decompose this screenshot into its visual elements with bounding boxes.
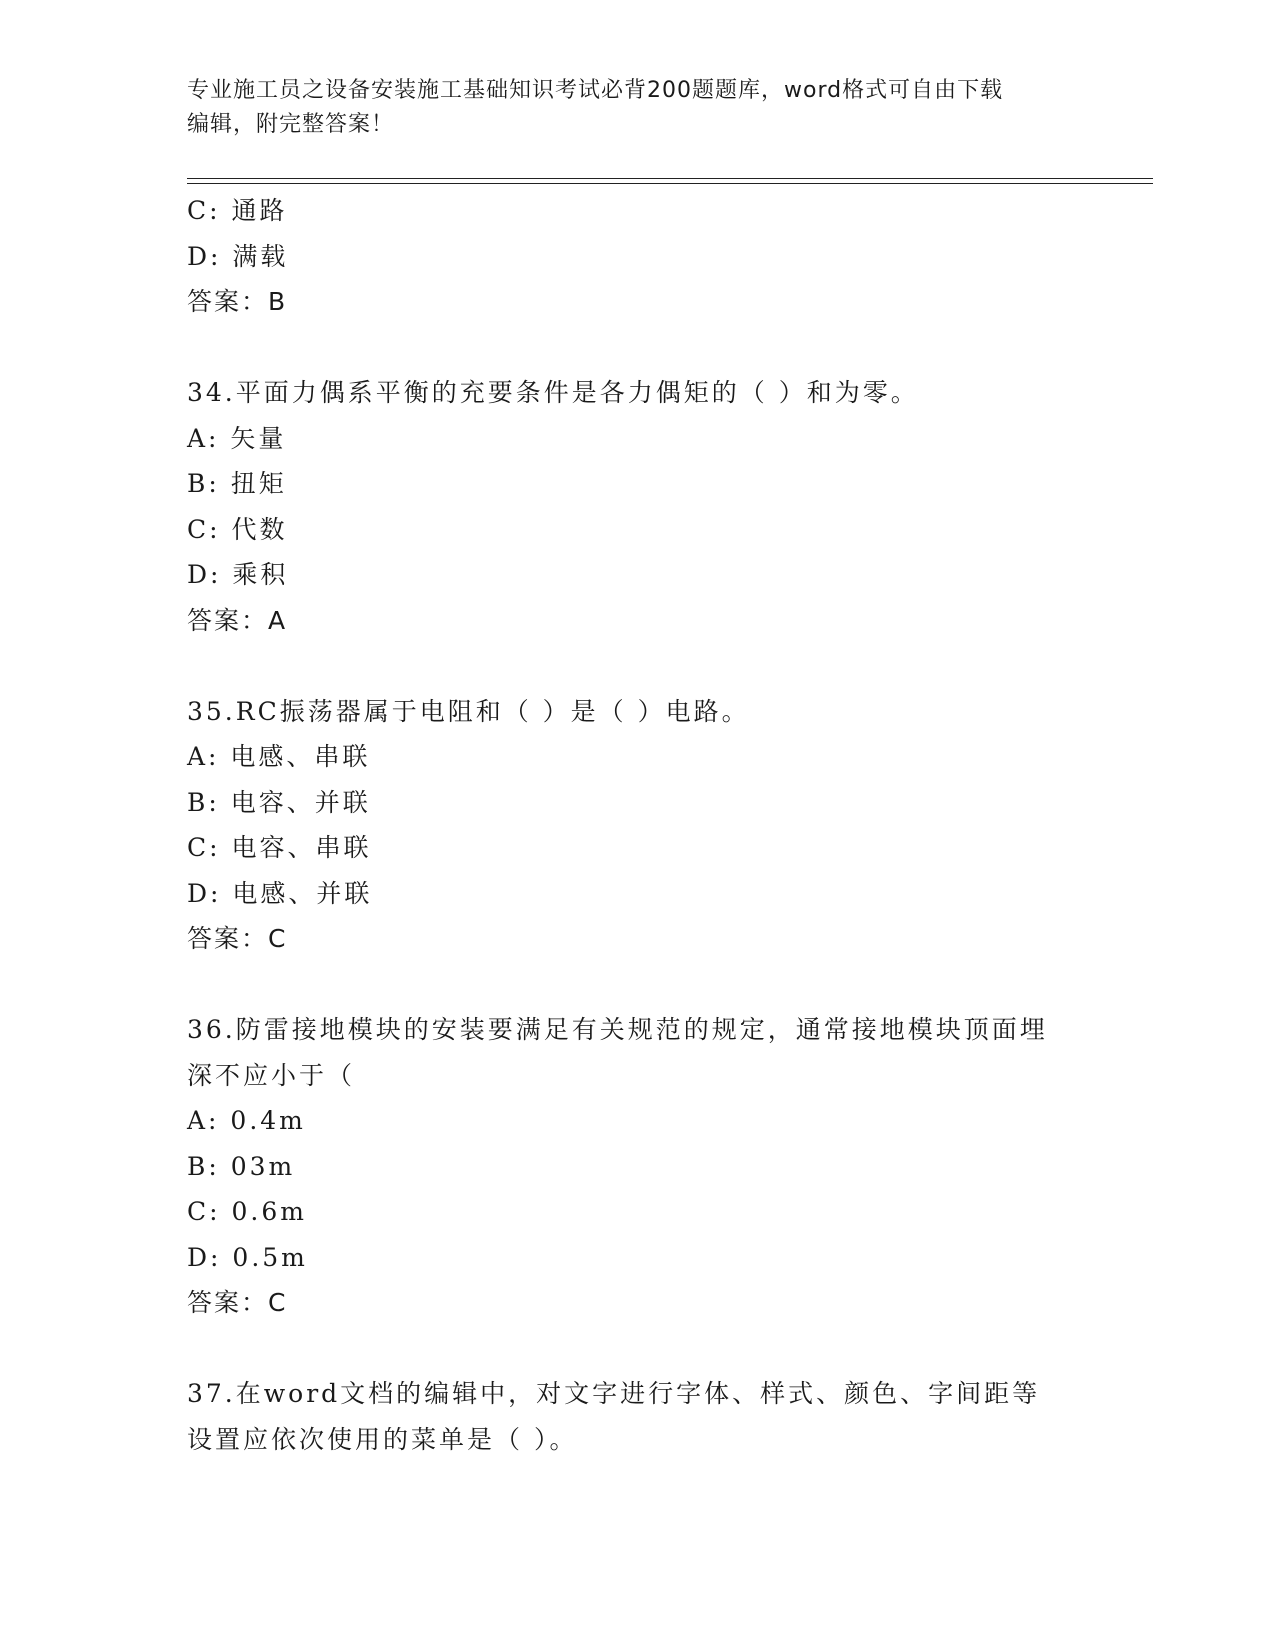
option-a: A: 矢量: [187, 423, 287, 453]
question-36: [187, 1007, 1087, 1326]
option-d: D: 电感、并联: [187, 878, 373, 908]
spacer: [187, 325, 1087, 371]
question-stem-line-2: 设置应依次使用的菜单是（ ）。: [187, 1424, 578, 1454]
header-divider: [187, 178, 1153, 184]
option-c: C: 代数: [187, 514, 288, 544]
question-stem: 35.RC振荡器属于电阻和（ ）是（ ）电路。: [187, 696, 750, 726]
option-a: A: 0.4m: [187, 1106, 306, 1135]
document-body: [187, 188, 1087, 1462]
option-b: B: 电容、并联: [187, 787, 371, 817]
option-c: C: 通路: [187, 196, 288, 225]
spacer: [187, 962, 1087, 1008]
option-a: A: 电感、串联: [187, 742, 371, 771]
question-stem-line-1: 37.在word文档的编辑中，对文字进行字体、样式、颜色、字间距等: [187, 1379, 1041, 1408]
document-header: [187, 74, 1067, 142]
spacer: [187, 1326, 1087, 1372]
option-d: D: 乘积: [187, 560, 289, 589]
question-stem: 34.平面力偶系平衡的充要条件是各力偶矩的（ ）和为零。: [187, 378, 919, 407]
answer-line: 答案：B: [187, 287, 288, 316]
option-c: C: 0.6m: [187, 1197, 307, 1226]
question-35: [187, 689, 1087, 962]
answer-line: 答案：C: [187, 1288, 288, 1317]
question-34: [187, 370, 1087, 643]
question-37: [187, 1371, 1087, 1462]
answer-line: 答案：C: [187, 924, 288, 953]
answer-line: 答案：A: [187, 605, 288, 635]
option-d: D: 0.5m: [187, 1242, 308, 1272]
option-c: C: 电容、串联: [187, 833, 372, 862]
header-title-line-1: 专业施工员之设备安装施工基础知识考试必背200题题库，word格式可自由下载: [187, 78, 1004, 103]
option-d: D: 满载: [187, 241, 289, 271]
spacer: [187, 643, 1087, 689]
question-stem-line-2: 深不应小于（: [187, 1060, 356, 1090]
question-stem-line-1: 36.防雷接地模块的安装要满足有关规范的规定，通常接地模块顶面埋: [187, 1015, 1048, 1044]
option-b: B: 扭矩: [187, 469, 287, 498]
question-33-continued: [187, 188, 1087, 325]
option-b: B: 03m: [187, 1151, 296, 1181]
header-title-line-2: 编辑，附完整答案！: [187, 112, 395, 137]
